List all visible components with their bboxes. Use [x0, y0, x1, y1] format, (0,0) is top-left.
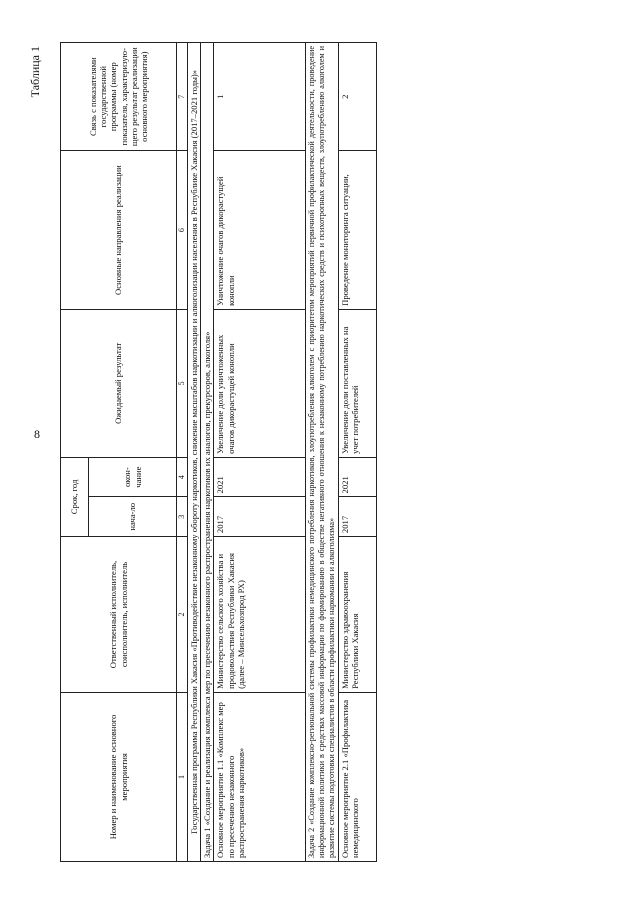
col-number: 1	[177, 692, 188, 861]
table-title: Таблица 1	[28, 46, 42, 98]
measure-link: 1	[214, 43, 306, 151]
measure-end: 2021	[214, 457, 306, 497]
col-number: 3	[177, 497, 188, 537]
page-number: 8	[34, 427, 40, 441]
header-row-1	[61, 43, 89, 862]
measure-executor: Министерство сельского хозяйства и продовольствия Республики Хакасия (далее – Минсельхозпрод РХ)	[214, 537, 306, 693]
table-row	[338, 43, 376, 862]
measure-start: 2017	[338, 497, 376, 537]
measure-start: 2017	[214, 497, 306, 537]
measure-result: Увеличение доли поставленных на учет потребителей	[338, 309, 376, 457]
col-number: 7	[177, 43, 188, 151]
col-number: 6	[177, 151, 188, 310]
header-directions: Основные направления реализации	[61, 151, 177, 310]
measures-table	[60, 42, 377, 862]
measure-directions: Проведение мониторинга ситуации,	[338, 151, 376, 310]
header-start: нача-ло	[89, 497, 177, 537]
task-2-row	[306, 43, 339, 862]
header-result: Ожидаемый результат	[61, 309, 177, 457]
table-row	[214, 43, 306, 862]
task-1-row	[200, 43, 213, 862]
measure-name: Основное мероприятие 1.1 «Комплекс мер по пресечению незаконного распространения наркотиков»	[214, 692, 306, 861]
col-number: 5	[177, 309, 188, 457]
measure-executor: Министерство здравоохранения Республики Хакасия	[338, 537, 376, 693]
task-2: Задача 2 «Создание комплексно-региональной системы профилактики немедицинского потребления наркотиков, злоупотребления алкоголем с приоритетом мероприятий первичной профилактической деятельности, проведение информационной политики в средствах массовой информации по формированию в обществе негативного отношения к незаконному потреблению наркотических средств и психотропных веществ, злоупотреблению алкоголем и развитие системы подготовки специалистов в области профилактики наркомании и алкоголизма»	[306, 43, 339, 862]
col-number: 2	[177, 537, 188, 693]
header-end: окон-чание	[89, 457, 177, 497]
measure-name: Основное мероприятие 2.1 «Профилактика немедицинского	[338, 692, 376, 861]
measure-directions: Уничтожение очагов дикорастущей конопли	[214, 151, 306, 310]
task-1: Задача 1 «Создание и реализация комплекса мер по пресечению незаконного распространения наркотиков их аналогов, прекурсоров, алкоголя»	[200, 43, 213, 862]
program-title-row	[187, 43, 200, 862]
measure-result: Увеличение доли уничтоженных очагов дикорастущей конопли	[214, 309, 306, 457]
header-term: Срок, год	[61, 457, 89, 536]
header-executor: Ответственный исполнитель, соисполнитель, исполнитель	[61, 537, 177, 693]
measure-link: 2	[338, 43, 376, 151]
header-number-name: Номер и наименование основного мероприятия	[61, 692, 177, 861]
header-link: Связь с показателями государственной программы (номер показателя, характеризую-щего результат реализации основного мероприятия)	[61, 43, 177, 151]
measure-end: 2021	[338, 457, 376, 497]
program-title: Государственная программа Республики Хакасия «Противодействие незаконному обороту наркотиков, снижение масштабов наркотизации и алкоголизации населения в Республике Хакасия (2017–2021 годы)»	[187, 43, 200, 862]
col-number: 4	[177, 457, 188, 497]
rotated-table-block	[28, 42, 580, 862]
column-number-row	[177, 43, 188, 862]
